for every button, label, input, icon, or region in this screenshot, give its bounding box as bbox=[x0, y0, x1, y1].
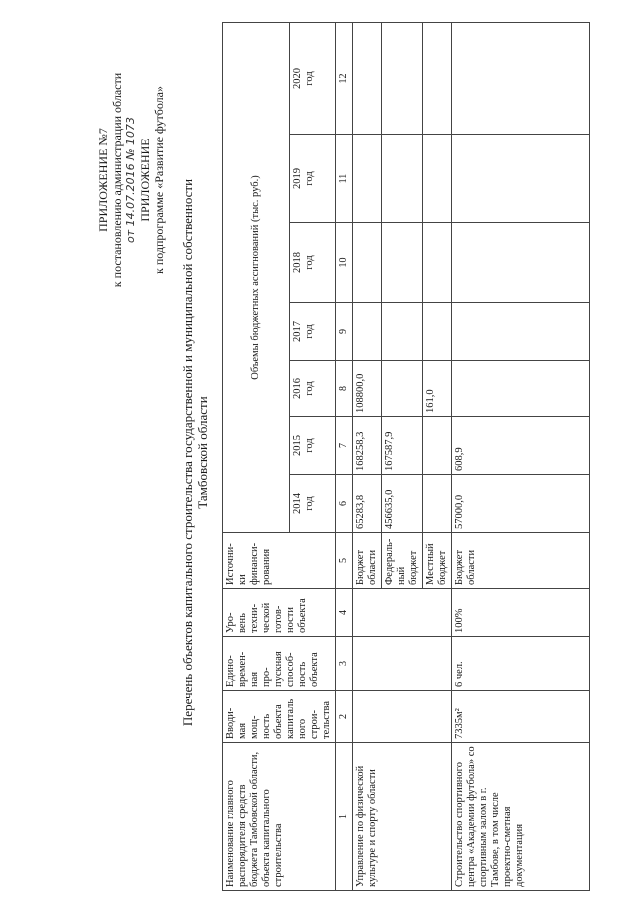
org-value-2014: 456635,0 bbox=[382, 475, 423, 533]
object-value-2015: 608,9 bbox=[452, 417, 590, 475]
col-number: 6 bbox=[336, 475, 353, 533]
object-value-2020 bbox=[452, 22, 590, 134]
decree-date-handwritten: от 14.07.2016 № 1073 bbox=[124, 116, 137, 244]
object-readiness: 100% bbox=[452, 589, 590, 637]
org-one-time bbox=[353, 637, 452, 691]
org-value-2018 bbox=[382, 223, 423, 303]
object-one-time: 6 чел. bbox=[452, 637, 590, 691]
document-title-line2: Тамбовской области bbox=[195, 396, 210, 509]
org-value-2019 bbox=[423, 135, 452, 223]
org-value-2016: 161,0 bbox=[423, 361, 452, 417]
header-row bbox=[223, 22, 290, 890]
org-value-2016 bbox=[382, 361, 423, 417]
head-2015: 2015 год bbox=[289, 417, 335, 475]
column-number-row bbox=[336, 22, 353, 890]
table-row bbox=[452, 22, 590, 890]
org-readiness bbox=[353, 589, 452, 637]
col-number: 4 bbox=[336, 589, 353, 637]
object-value-2017 bbox=[452, 303, 590, 361]
org-value-2014 bbox=[423, 475, 452, 533]
org-source: Федераль-ный бюджет bbox=[382, 533, 423, 589]
org-value-2015: 167587,9 bbox=[382, 417, 423, 475]
org-value-2019 bbox=[382, 135, 423, 223]
org-value-2018 bbox=[423, 223, 452, 303]
col-number: 11 bbox=[336, 135, 353, 223]
head-capacity: Вводи- мая мощ- ность объекта капиталь ного строи- тельства bbox=[223, 691, 336, 743]
col-number: 10 bbox=[336, 223, 353, 303]
object-value-2018 bbox=[452, 223, 590, 303]
org-value-2017 bbox=[423, 303, 452, 361]
head-source: Источни- ки финанси- рования bbox=[223, 533, 336, 589]
document-title bbox=[180, 0, 210, 905]
col-number: 9 bbox=[336, 303, 353, 361]
head-2014: 2014 год bbox=[289, 475, 335, 533]
object-name: Строительство спортивного центра «Академии футбола» со спортивным залом в г. Тамбове, в том числе проектно-сметная документация bbox=[452, 743, 590, 891]
org-value-2020 bbox=[353, 22, 382, 134]
org-value-2020 bbox=[423, 22, 452, 134]
org-source: Бюджет области bbox=[353, 533, 382, 589]
col-number: 1 bbox=[336, 743, 353, 891]
col-number: 12 bbox=[336, 22, 353, 134]
document-title-line1: Перечень объектов капитального строительства государственной и муниципальной собственности bbox=[180, 178, 195, 727]
head-volumes: Объемы бюджетных ассигнований (тыс. руб.) bbox=[223, 22, 290, 532]
org-name: Управление по физической культуре и спорту области bbox=[353, 743, 452, 891]
org-value-2014: 65283,8 bbox=[353, 475, 382, 533]
org-value-2016: 108800,0 bbox=[353, 361, 382, 417]
head-2018: 2018 год bbox=[289, 223, 335, 303]
col-number: 3 bbox=[336, 637, 353, 691]
org-value-2018 bbox=[353, 223, 382, 303]
org-capacity bbox=[353, 691, 452, 743]
col-number: 2 bbox=[336, 691, 353, 743]
org-value-2020 bbox=[382, 22, 423, 134]
object-source: Бюджет области bbox=[452, 533, 590, 589]
subprogram-reference: к подпрограмме «Развитие футбола» bbox=[152, 86, 166, 274]
head-2016: 2016 год bbox=[289, 361, 335, 417]
object-value-2016 bbox=[452, 361, 590, 417]
head-readiness: Уро- вень техни- ческой готов- ности объекта bbox=[223, 589, 336, 637]
org-value-2019 bbox=[353, 135, 382, 223]
object-value-2014: 57000,0 bbox=[452, 475, 590, 533]
decree-line: к постановлению администрации области bbox=[110, 72, 124, 288]
org-value-2015 bbox=[423, 417, 452, 475]
appendix-header bbox=[96, 15, 166, 345]
org-source: Местный бюджет bbox=[423, 533, 452, 589]
capital-construction-table bbox=[222, 22, 590, 891]
org-value-2017 bbox=[382, 303, 423, 361]
head-2020: 2020 год bbox=[289, 22, 335, 134]
head-2017: 2017 год bbox=[289, 303, 335, 361]
table-row bbox=[353, 22, 382, 890]
head-2019: 2019 год bbox=[289, 135, 335, 223]
col-number: 8 bbox=[336, 361, 353, 417]
appendix-subtitle: ПРИЛОЖЕНИЕ bbox=[138, 138, 152, 222]
head-one-time: Едино- времен- ная про- пускная способ- ность объекта bbox=[223, 637, 336, 691]
org-value-2017 bbox=[353, 303, 382, 361]
appendix-title: ПРИЛОЖЕНИЕ №7 bbox=[96, 128, 110, 232]
object-capacity: 7335м² bbox=[452, 691, 590, 743]
col-number: 7 bbox=[336, 417, 353, 475]
col-number: 5 bbox=[336, 533, 353, 589]
org-value-2015: 168258,3 bbox=[353, 417, 382, 475]
head-name: Наименование главного распорядителя средств бюджета Тамбовской области, объекта капитального строительства bbox=[223, 743, 336, 891]
object-value-2019 bbox=[452, 135, 590, 223]
